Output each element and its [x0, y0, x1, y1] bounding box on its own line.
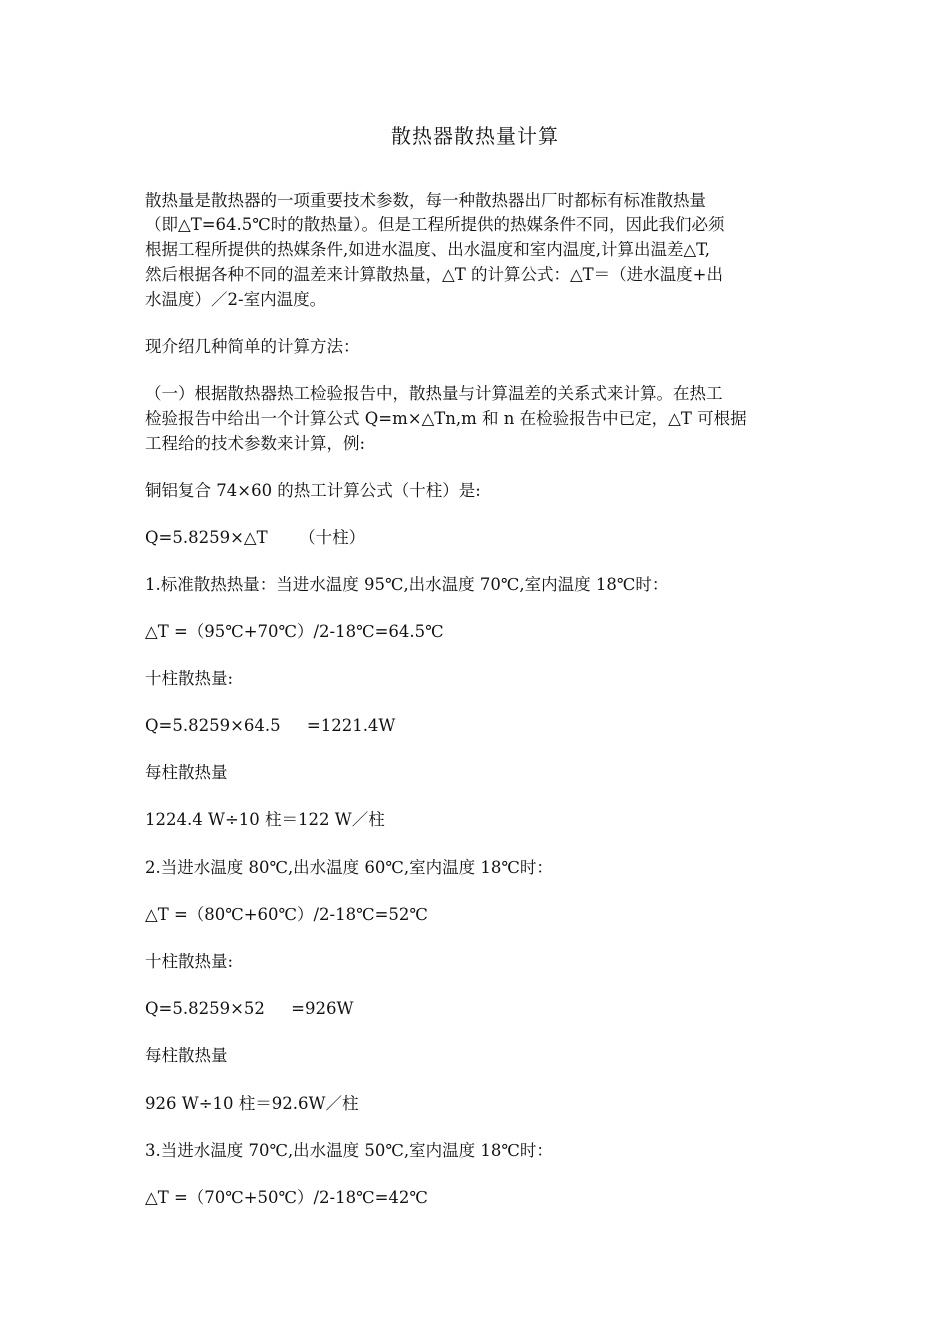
paragraph-line: 十柱散热量: — [145, 952, 234, 971]
paragraph-line: （即△T=64.5℃时的散热量）。但是工程所提供的热媒条件不同，因此我们必须 — [145, 215, 725, 234]
formula-line: 1224.4 W÷10 柱＝122 W／柱 — [145, 810, 385, 829]
paragraph-line: 每柱散热量 — [145, 763, 228, 782]
paragraph-line: 现介绍几种简单的计算方法： — [145, 337, 360, 356]
paragraph-line: 散热量是散热器的一项重要技术参数，每一种散热器出厂时都标有标准散热量 — [145, 191, 706, 210]
formula-line: △T =（80℃+60℃）/2-18℃=52℃ — [145, 905, 428, 924]
paragraph-line: 每柱散热量 — [145, 1046, 228, 1065]
paragraph-line: 十柱散热量: — [145, 669, 234, 688]
formula-line: △T =（70℃+50℃）/2-18℃=42℃ — [145, 1188, 428, 1207]
paragraph-line: 根据工程所提供的热媒条件,如进水温度、出水温度和室内温度,计算出温差△T, — [145, 240, 711, 259]
formula-line: Q=5.8259×52 =926W — [145, 999, 354, 1018]
paragraph-line: 检验报告中给出一个计算公式 Q=m×△Tn,m 和 n 在检验报告中已定，△T 可根据 — [145, 409, 747, 428]
formula-line: 926 W÷10 柱＝92.6W／柱 — [145, 1094, 359, 1113]
paragraph-line: （一）根据散热器热工检验报告中，散热量与计算温差的关系式来计算。在热工 — [145, 384, 723, 403]
document-title: 散热器散热量计算 — [391, 124, 559, 148]
paragraph-line: 铜铝复合 74×60 的热工计算公式（十柱）是: — [145, 481, 481, 500]
section-heading: 1.标准散热热量：当进水温度 95℃,出水温度 70℃,室内温度 18℃时： — [145, 575, 669, 594]
section-heading: 2.当进水温度 80℃,出水温度 60℃,室内温度 18℃时： — [145, 858, 553, 877]
section-heading: 3.当进水温度 70℃,出水温度 50℃,室内温度 18℃时： — [145, 1141, 553, 1160]
formula-line: Q=5.8259×△T （十柱） — [145, 528, 366, 547]
formula-line: △T =（95℃+70℃）/2-18℃=64.5℃ — [145, 622, 444, 641]
formula-line: Q=5.8259×64.5 =1221.4W — [145, 716, 396, 735]
paragraph-line: 然后根据各种不同的温差来计算散热量，△T 的计算公式：△T＝（进水温度+出 — [145, 265, 723, 284]
paragraph-line: 水温度）／2-室内温度。 — [145, 290, 327, 309]
paragraph-line: 工程给的技术参数来计算，例: — [145, 434, 366, 453]
